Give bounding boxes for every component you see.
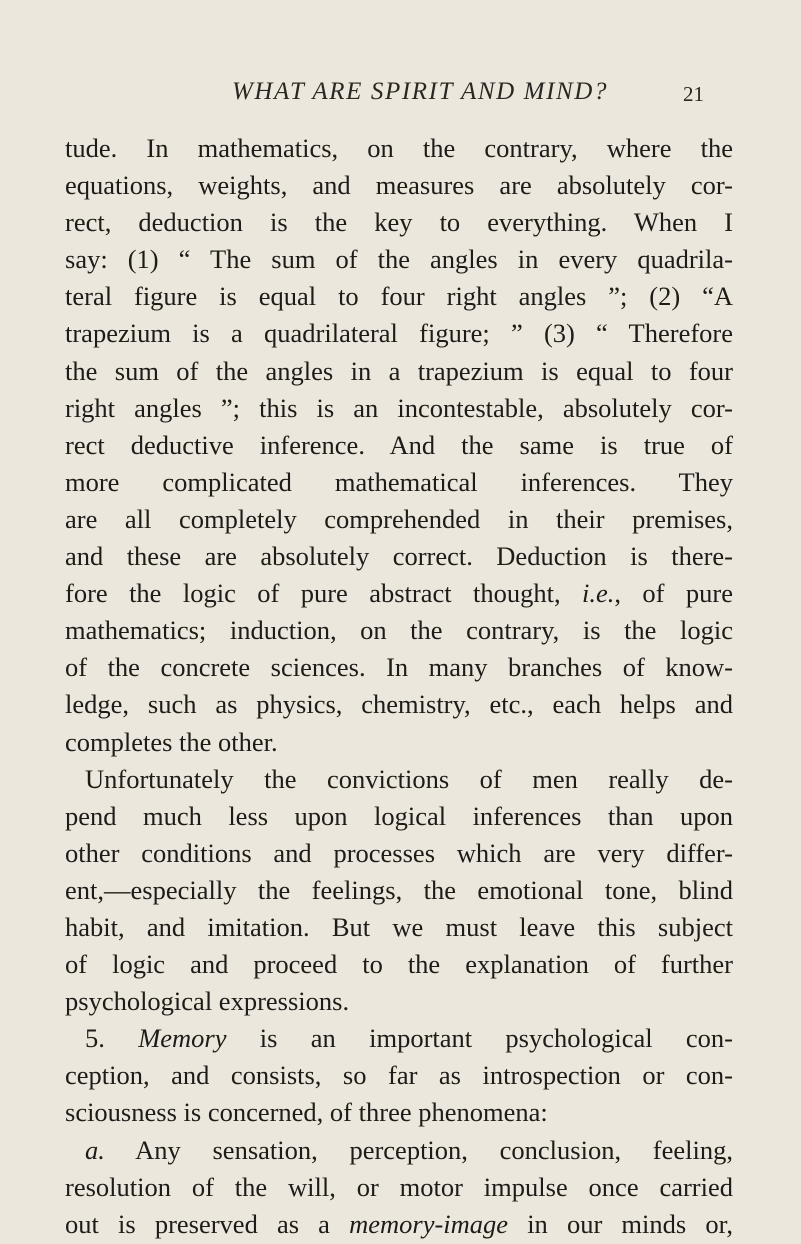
text-line [65, 1206, 733, 1243]
text-line: Unfortunately the convictions of men really de- [85, 763, 733, 794]
text-line [65, 575, 733, 612]
text-line: tude. In mathematics, on the contrary, where the [65, 133, 733, 163]
text-line [65, 1020, 733, 1057]
text-line [65, 1132, 733, 1169]
text-line: psychological expressions. [65, 986, 350, 1017]
italic-term: Memory [138, 1023, 227, 1054]
text-line: and these are absolutely correct. Deduction is there- [65, 541, 733, 572]
text-run: 5. [85, 1023, 139, 1054]
text-line: sciousness is concerned, of three phenomena: [65, 1097, 548, 1128]
text-run: out is preserved as a [65, 1208, 350, 1239]
text-line: other conditions and processes which are very differ- [65, 837, 733, 868]
text-line: equations, weights, and measures are absolutely cor- [65, 170, 733, 201]
text-line: say: (1) “ The sum of the angles in every quadrila- [65, 244, 733, 275]
page-number: 21 [683, 82, 704, 106]
text-line: ception, and consists, so far as introspection or con- [65, 1060, 733, 1091]
text-run: in our minds or, [508, 1208, 733, 1239]
text-run: , of pure [614, 578, 733, 609]
text-line: resolution of the will, or motor impulse once carried [65, 1171, 733, 1202]
running-title: WHAT ARE SPIRIT AND MIND? [231, 78, 609, 105]
italic-term: memory-image [349, 1208, 509, 1239]
text-line: more complicated mathematical inferences. They [65, 466, 733, 497]
text-run: is an important psychological con- [226, 1023, 734, 1054]
text-line: rect deductive inference. And the same is true of [65, 429, 733, 460]
text-line: mathematics; induction, on the contrary, is the logic [65, 615, 733, 646]
text-run: fore the logic of pure abstract thought, [65, 578, 583, 609]
text-line: ledge, such as physics, chemistry, etc., each helps and [65, 689, 733, 720]
text-line: of logic and proceed to the explanation of further [65, 949, 733, 980]
italic-term: i.e. [582, 578, 615, 609]
body-text [65, 130, 733, 1243]
italic-term: a. [85, 1134, 105, 1165]
text-line: completes the other. [65, 726, 278, 757]
text-line: pend much less upon logical inferences than upon [65, 800, 733, 831]
page-header [0, 77, 801, 117]
text-line: ent,—especially the feelings, the emotional tone, blind [65, 874, 733, 905]
text-run: Any sensation, perception, conclusion, feeling, [104, 1134, 733, 1165]
text-line: of the concrete sciences. In many branches of know- [65, 652, 733, 683]
text-line: habit, and imitation. But we must leave this subject [65, 911, 733, 942]
text-line: are all completely comprehended in their premises, [65, 503, 733, 534]
text-line: rect, deduction is the key to everything. When I [65, 207, 733, 238]
text-line: trapezium is a quadrilateral figure; ” (3) “ Therefore [65, 318, 733, 349]
text-line: the sum of the angles in a trapezium is equal to four [65, 355, 733, 386]
text-line: teral figure is equal to four right angles ”; (2) “A [65, 281, 733, 312]
text-line: right angles ”; this is an incontestable, absolutely cor- [65, 392, 733, 423]
